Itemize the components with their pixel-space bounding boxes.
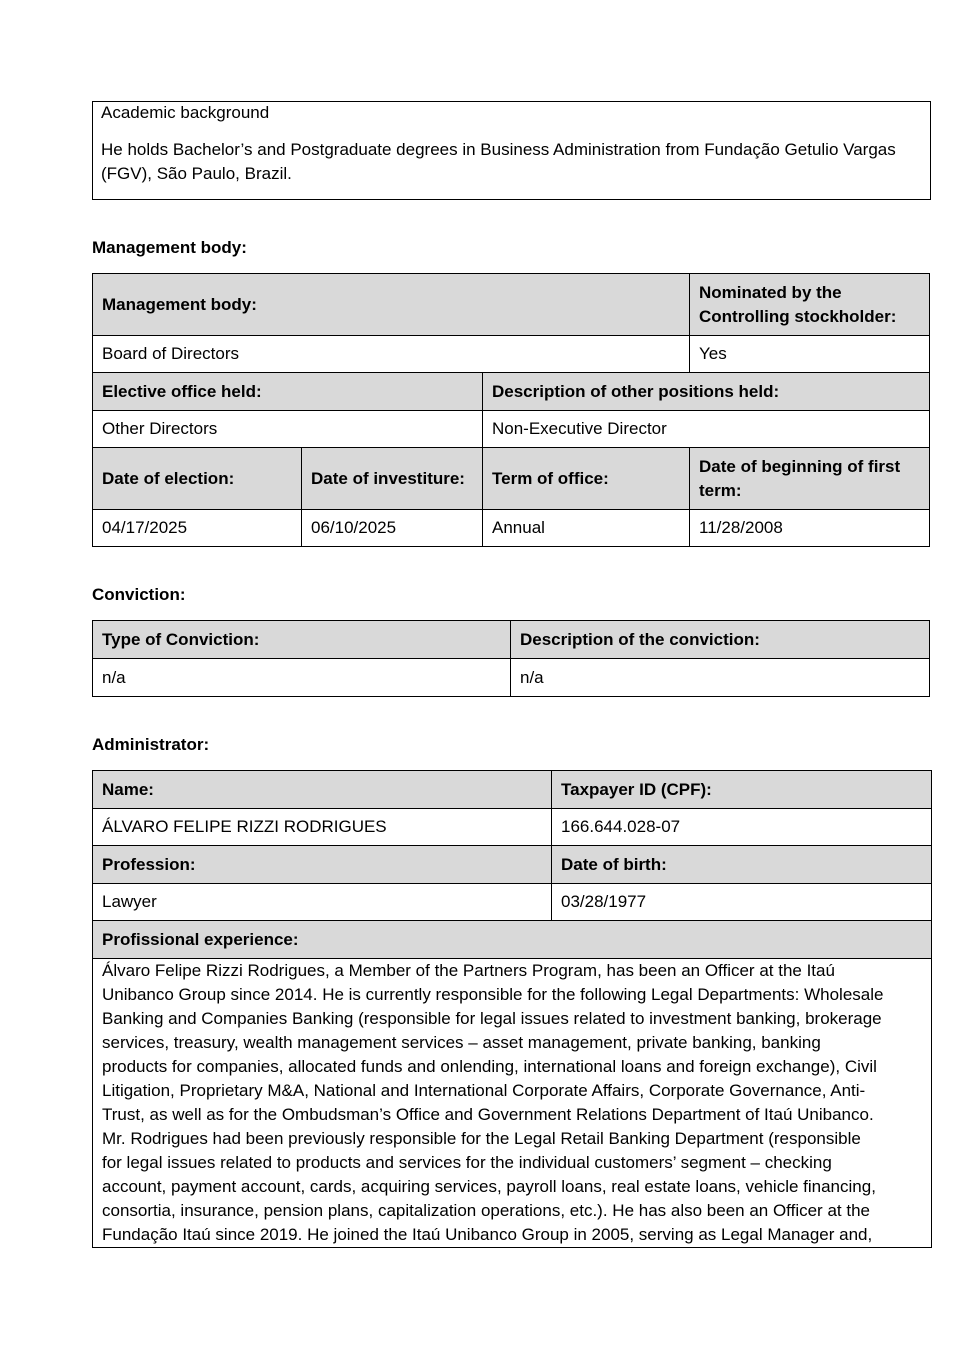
experience-line: Fundação Itaú since 2019. He joined the Itaú Unibanco Group in 2005, serving as Legal Manager and, bbox=[102, 1225, 873, 1244]
conviction-description-value: n/a bbox=[511, 659, 930, 697]
experience-line: Banking and Companies Banking (responsible for legal issues related to investment banking, brokerage bbox=[102, 1009, 882, 1028]
experience-line: account, payment account, cards, acquiring services, payroll loans, real estate loans, vehicle financing, bbox=[102, 1177, 876, 1196]
experience-line: Álvaro Felipe Rizzi Rodrigues, a Member of the Partners Program, has been an Officer at the Itaú bbox=[102, 961, 835, 980]
conviction-type-value: n/a bbox=[93, 659, 511, 697]
conviction-table bbox=[92, 620, 930, 697]
conviction-description-header: Description of the conviction: bbox=[511, 621, 930, 659]
date-investiture-header: Date of investiture: bbox=[302, 448, 483, 510]
administrator-table bbox=[92, 770, 932, 1248]
other-positions-header: Description of other positions held: bbox=[483, 373, 930, 411]
management-table bbox=[92, 273, 930, 547]
administrator-section-label: Administrator: bbox=[92, 735, 210, 754]
management-body-header: Management body: bbox=[93, 274, 690, 336]
management-section-label: Management body: bbox=[92, 238, 247, 257]
academic-background-heading: Academic background bbox=[101, 103, 270, 122]
profession-value: Lawyer bbox=[93, 884, 552, 921]
conviction-section-label: Conviction: bbox=[92, 585, 186, 604]
date-investiture-value: 06/10/2025 bbox=[302, 510, 483, 547]
experience-line: products for companies, allocated funds and onlending, international loans and foreign exchange), Civil bbox=[102, 1057, 877, 1076]
conviction-type-header: Type of Conviction: bbox=[93, 621, 511, 659]
name-value: ÁLVARO FELIPE RIZZI RODRIGUES bbox=[93, 809, 552, 846]
other-positions-value: Non-Executive Director bbox=[483, 411, 930, 448]
experience-line: Unibanco Group since 2014. He is currently responsible for the following Legal Departments: Wholesale bbox=[102, 985, 884, 1004]
cpf-value: 166.644.028-07 bbox=[552, 809, 932, 846]
experience-line: consortia, insurance, pension plans, capitalization operations, etc.). He has also been an Officer at the bbox=[102, 1201, 870, 1220]
name-header: Name: bbox=[93, 771, 552, 809]
academic-background-text: He holds Bachelor’s and Postgraduate degrees in Business Administration from Fundação Getulio Vargas (FGV), São Paulo, Brazil. bbox=[101, 140, 896, 183]
experience-header: Profissional experience: bbox=[93, 921, 932, 959]
experience-line: Litigation, Proprietary M&A, National and International Corporate Affairs, Corporate Governance, Anti- bbox=[102, 1081, 866, 1100]
profession-header: Profession: bbox=[93, 846, 552, 884]
experience-line: services, treasury, wealth management services – asset management, private banking, banking bbox=[102, 1033, 821, 1052]
birth-value: 03/28/1977 bbox=[552, 884, 932, 921]
first-term-header: Date of beginning of first term: bbox=[690, 448, 930, 510]
experience-line: Mr. Rodrigues had been previously responsible for the Legal Retail Banking Department (responsible bbox=[102, 1129, 861, 1148]
nominated-header: Nominated by the Controlling stockholder: bbox=[690, 274, 930, 336]
date-election-value: 04/17/2025 bbox=[93, 510, 302, 547]
management-body-value: Board of Directors bbox=[93, 336, 690, 373]
first-term-value: 11/28/2008 bbox=[690, 510, 930, 547]
date-election-header: Date of election: bbox=[93, 448, 302, 510]
elective-office-value: Other Directors bbox=[93, 411, 483, 448]
experience-line: for legal issues related to products and services for the individual customers’ segment – checking bbox=[102, 1153, 832, 1172]
term-header: Term of office: bbox=[483, 448, 690, 510]
cpf-header: Taxpayer ID (CPF): bbox=[552, 771, 932, 809]
experience-text-cell bbox=[93, 959, 932, 1248]
experience-line: Trust, as well as for the Ombudsman’s Office and Government Relations Department of Itaú Unibanco. bbox=[102, 1105, 874, 1124]
term-value: Annual bbox=[483, 510, 690, 547]
nominated-value: Yes bbox=[690, 336, 930, 373]
elective-office-header: Elective office held: bbox=[93, 373, 483, 411]
birth-header: Date of birth: bbox=[552, 846, 932, 884]
